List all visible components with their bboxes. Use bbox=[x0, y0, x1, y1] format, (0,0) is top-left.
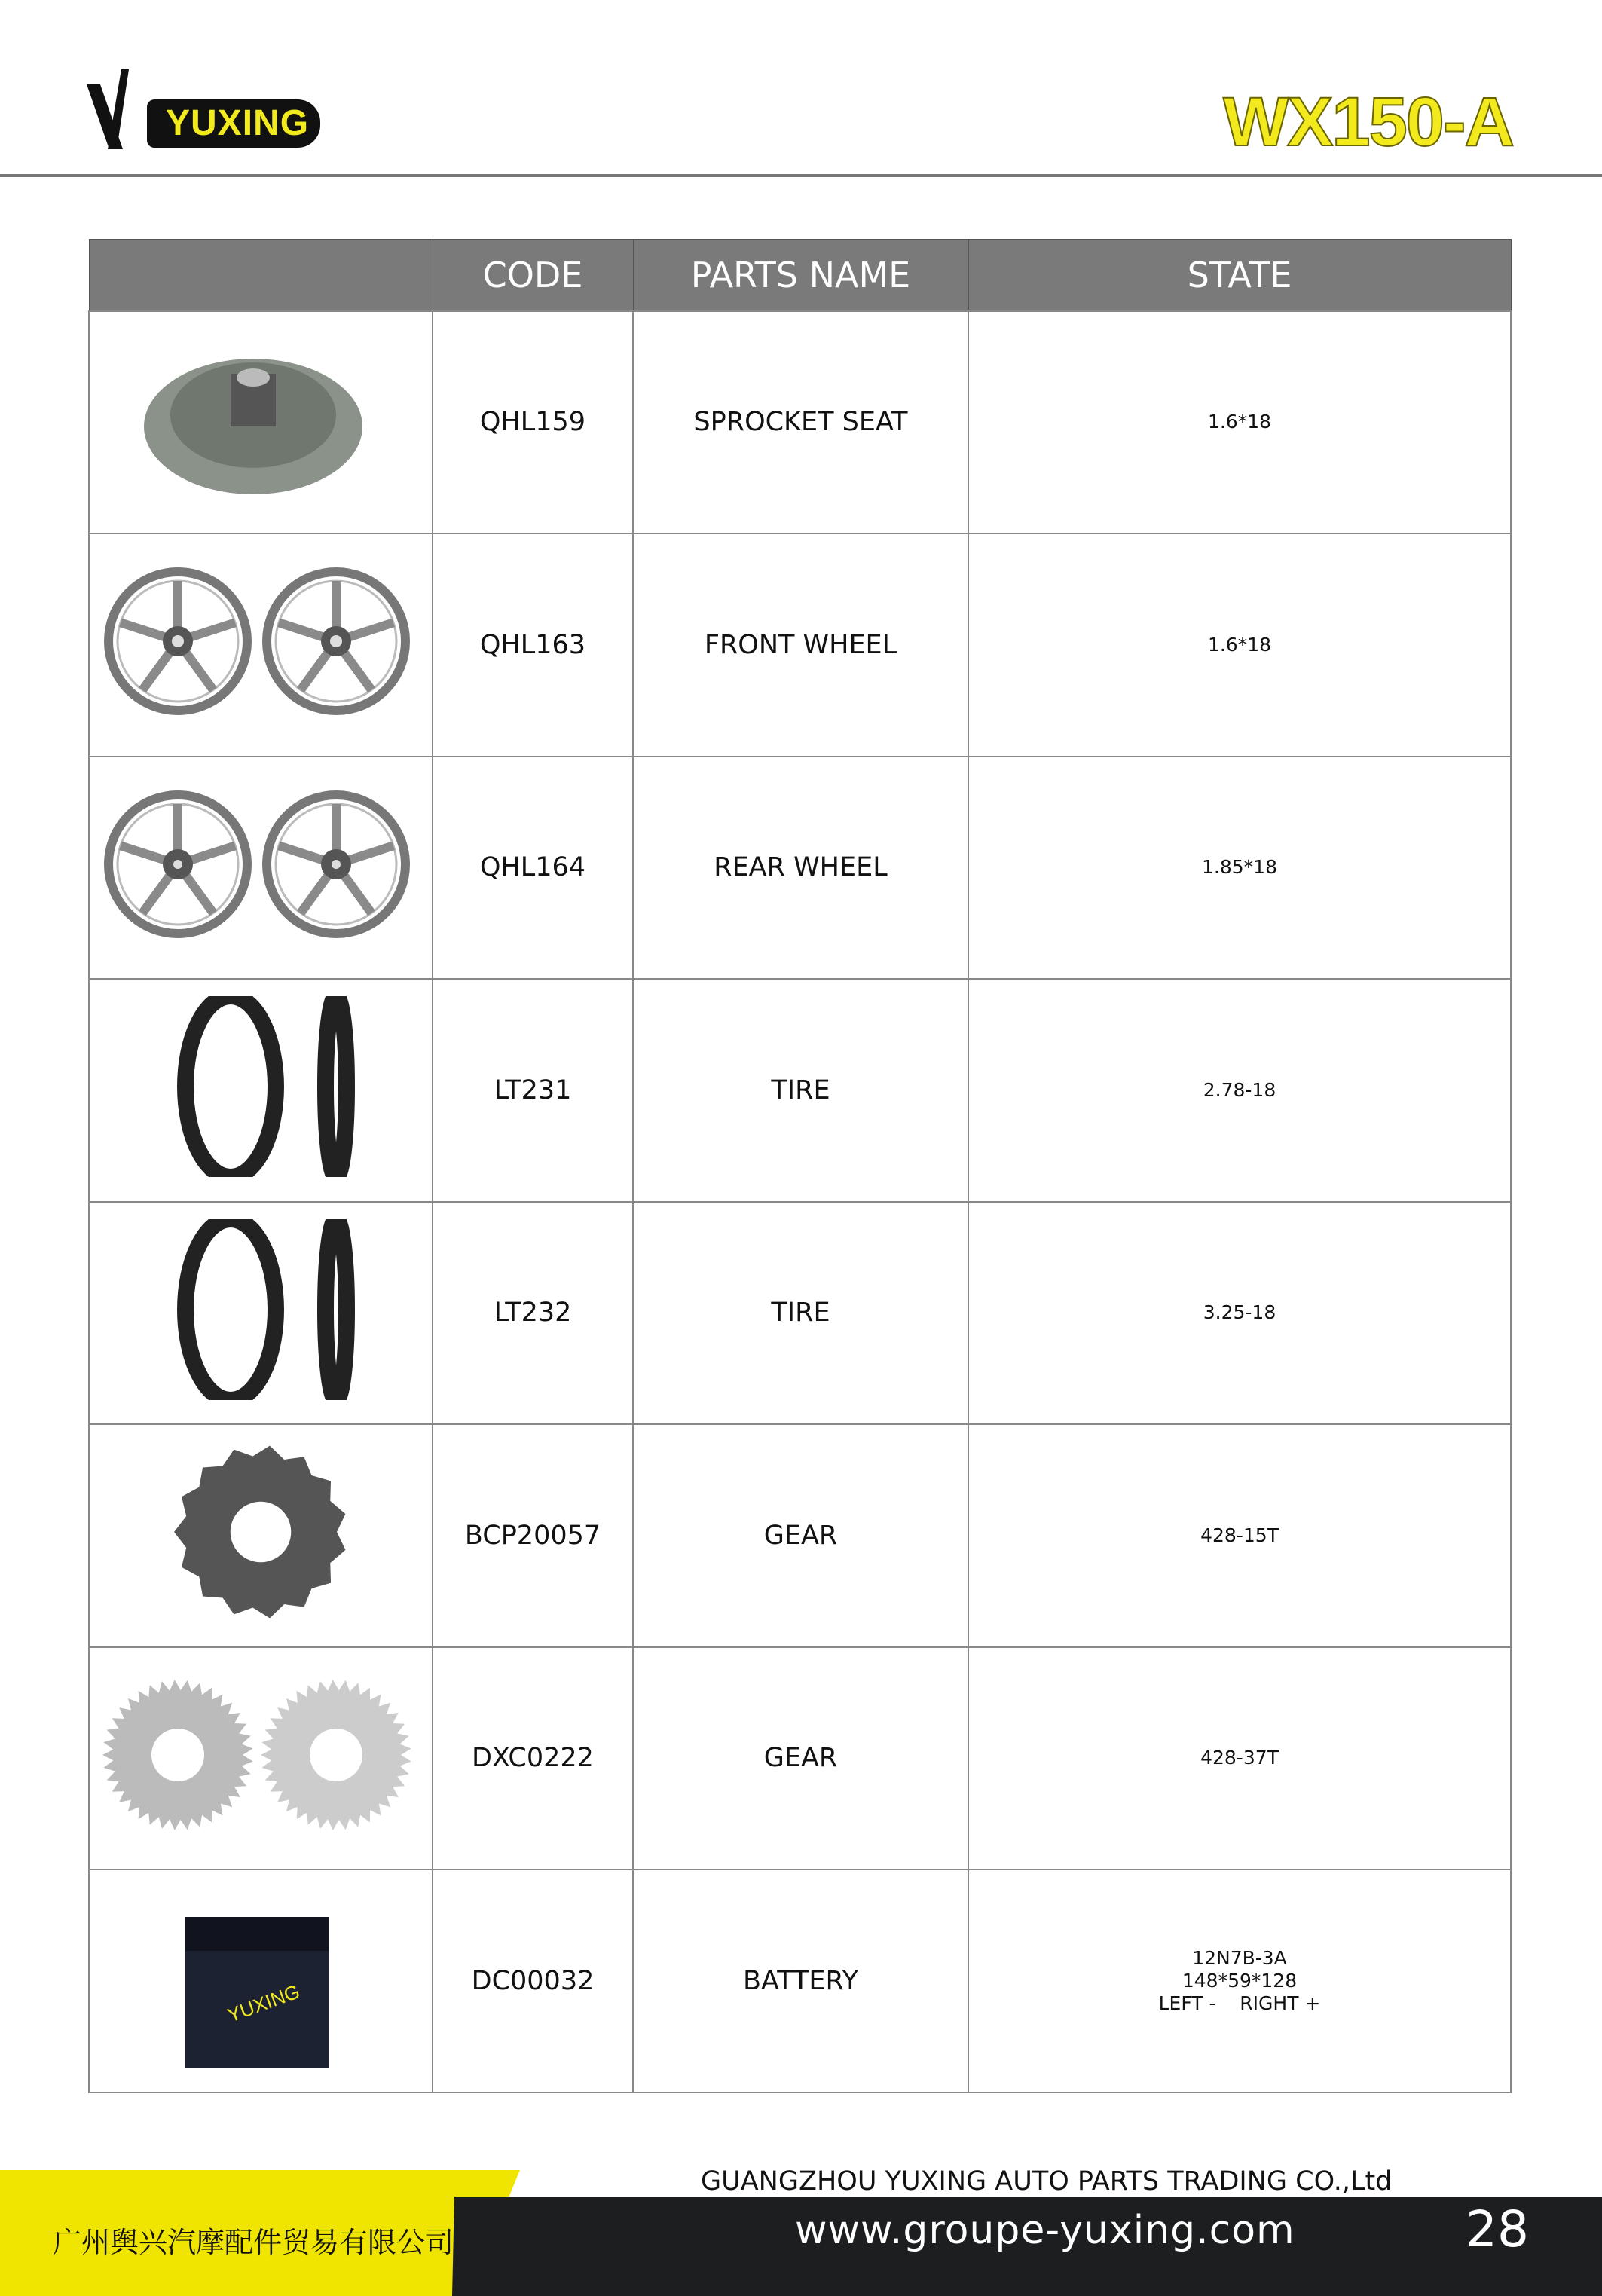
front-sprocket-image bbox=[102, 1441, 419, 1622]
header-image bbox=[89, 240, 433, 311]
part-image-cell bbox=[89, 979, 433, 1202]
part-name: TIRE bbox=[633, 1202, 968, 1425]
part-code: LT232 bbox=[433, 1202, 633, 1425]
part-code: DC00032 bbox=[433, 1870, 633, 2093]
part-image-cell bbox=[89, 1424, 433, 1647]
front-wheel-image bbox=[102, 551, 419, 732]
part-state bbox=[968, 1202, 1511, 1425]
website-link[interactable]: www.groupe-yuxing.com bbox=[795, 2208, 1295, 2253]
table-row bbox=[89, 1202, 1511, 1425]
table-header bbox=[89, 240, 1511, 311]
table-row bbox=[89, 533, 1511, 757]
state-line: 148*59*128 bbox=[1182, 1969, 1298, 1992]
part-image-cell bbox=[89, 533, 433, 757]
battery-image bbox=[102, 1887, 419, 2068]
part-name: REAR WHEEL bbox=[633, 757, 968, 980]
header-divider bbox=[0, 174, 1602, 177]
part-state bbox=[968, 1424, 1511, 1647]
header-parts-name: PARTS NAME bbox=[633, 240, 968, 311]
state-line: LEFT - RIGHT + bbox=[1158, 1992, 1321, 2014]
header-state: STATE bbox=[968, 240, 1511, 311]
part-state bbox=[968, 1647, 1511, 1870]
part-state bbox=[968, 311, 1511, 534]
tire-image bbox=[102, 1219, 419, 1400]
table-row bbox=[89, 311, 1511, 534]
header-code: CODE bbox=[433, 240, 633, 311]
part-name: FRONT WHEEL bbox=[633, 533, 968, 757]
state-line: 428-15T bbox=[1200, 1524, 1279, 1546]
part-state bbox=[968, 533, 1511, 757]
part-image-cell bbox=[89, 1870, 433, 2093]
part-name: GEAR bbox=[633, 1647, 968, 1870]
table-row bbox=[89, 757, 1511, 980]
parts-table bbox=[88, 239, 1512, 2093]
sprocket-seat-image bbox=[102, 329, 419, 509]
state-line: 1.6*18 bbox=[1207, 633, 1272, 656]
part-code: QHL163 bbox=[433, 533, 633, 757]
state-line: 428-37T bbox=[1200, 1747, 1279, 1769]
part-state bbox=[968, 1870, 1511, 2093]
part-name: GEAR bbox=[633, 1424, 968, 1647]
part-code: BCP20057 bbox=[433, 1424, 633, 1647]
model-title: WX150-A bbox=[1223, 84, 1513, 161]
svg-text:YUXING: YUXING bbox=[224, 1980, 303, 2027]
part-image-cell bbox=[89, 1202, 433, 1425]
company-name-cn: 广州舆兴汽摩配件贸易有限公司 bbox=[53, 2226, 454, 2259]
tire-image bbox=[102, 996, 419, 1177]
part-name: SPROCKET SEAT bbox=[633, 311, 968, 534]
part-name: TIRE bbox=[633, 979, 968, 1202]
state-line: 1.85*18 bbox=[1202, 856, 1277, 879]
state-line: 12N7B-3A bbox=[1192, 1946, 1287, 1969]
state-line: 3.25-18 bbox=[1203, 1301, 1276, 1324]
part-state bbox=[968, 757, 1511, 980]
table-row bbox=[89, 1870, 1511, 2093]
part-state bbox=[968, 979, 1511, 1202]
company-name-en: GUANGZHOU YUXING AUTO PARTS TRADING CO.,Ltd bbox=[701, 2166, 1393, 2197]
state-line: 1.6*18 bbox=[1207, 411, 1272, 433]
part-code: QHL164 bbox=[433, 757, 633, 980]
part-image-cell bbox=[89, 757, 433, 980]
part-code: QHL159 bbox=[433, 311, 633, 534]
table-row bbox=[89, 1647, 1511, 1870]
part-name: BATTERY bbox=[633, 1870, 968, 2093]
part-image-cell bbox=[89, 311, 433, 534]
brand-name: YUXING bbox=[166, 103, 310, 143]
yuxing-mark-icon bbox=[87, 69, 154, 149]
page-number: 28 bbox=[1466, 2200, 1529, 2258]
part-code: LT231 bbox=[433, 979, 633, 1202]
rear-sprocket-image bbox=[102, 1665, 419, 1845]
table-row bbox=[89, 979, 1511, 1202]
table-row bbox=[89, 1424, 1511, 1647]
part-image-cell bbox=[89, 1647, 433, 1870]
brand-logo bbox=[87, 69, 324, 149]
part-code: DXC0222 bbox=[433, 1647, 633, 1870]
rear-wheel-image bbox=[102, 774, 419, 955]
state-line: 2.78-18 bbox=[1203, 1078, 1276, 1101]
